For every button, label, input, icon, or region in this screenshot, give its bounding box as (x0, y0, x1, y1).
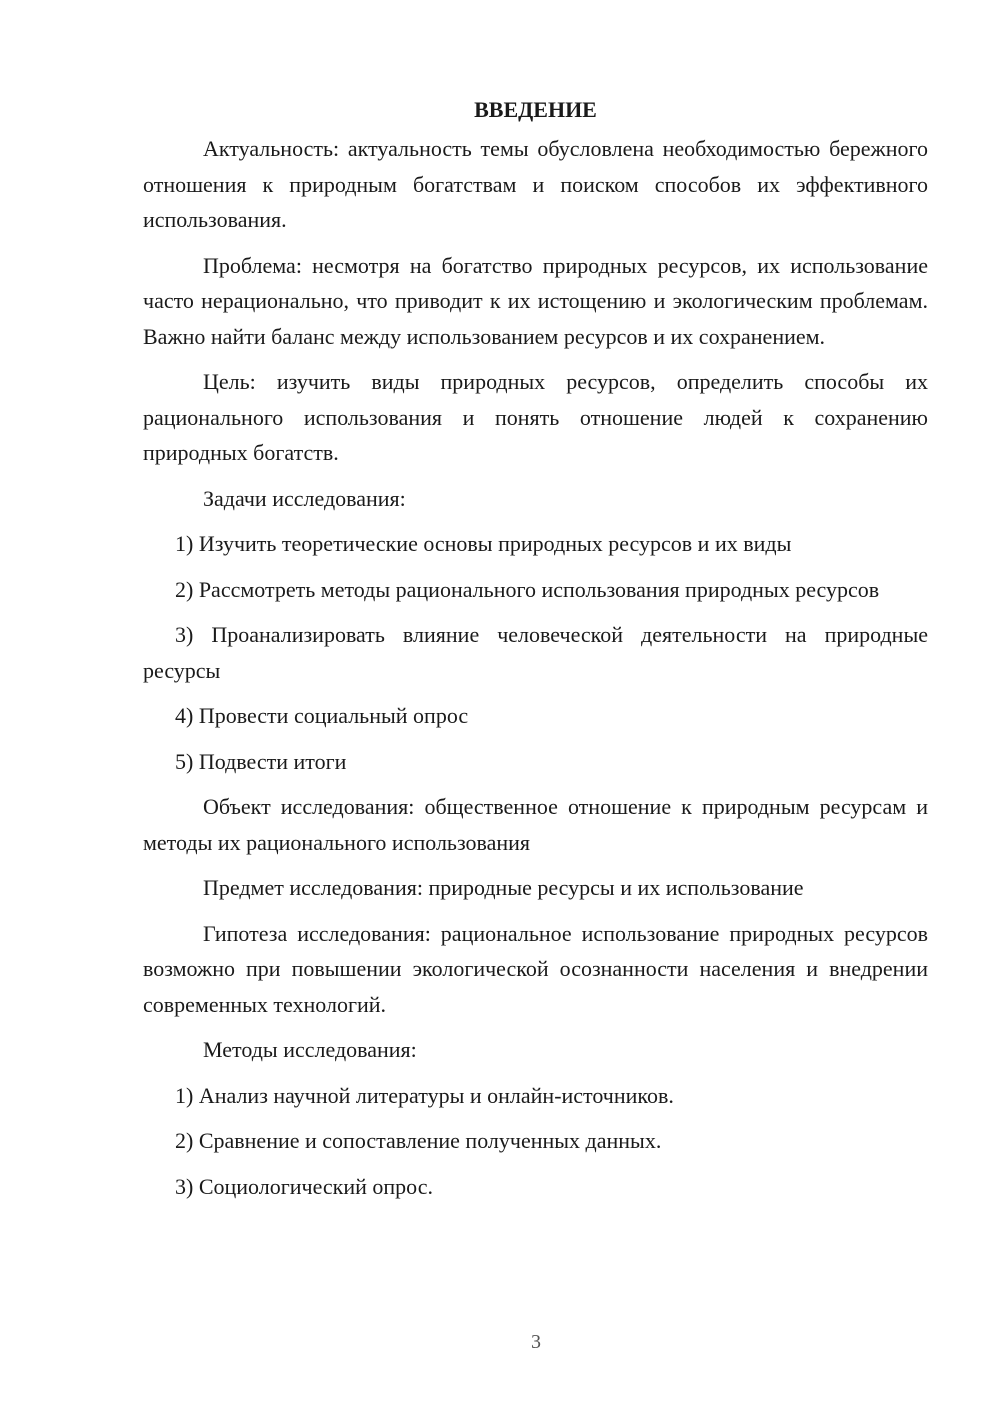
methods-heading: Методы исследования: (203, 1037, 417, 1062)
relevance-paragraph: Актуальность: актуальность темы обусловлена необходимостью бережного отношения к природным богатствам и поиском способов их эффективного использования. (143, 136, 928, 232)
task-item-2: 2) Рассмотреть методы рационального использования природных ресурсов (175, 576, 880, 602)
problem-paragraph: Проблема: несмотря на богатство природных ресурсов, их использование часто нерационально, что приводит к их истощению и экологическим проблемам. Важно найти баланс между использованием ресурсов и их сохранением. (143, 252, 928, 349)
subject-paragraph: Предмет исследования: природные ресурсы и их использование (203, 875, 804, 900)
section-title: ВВЕДЕНИЕ (474, 97, 597, 122)
task-item-3: 3) Проанализировать влияние человеческой деятельности на природные ресурсы (143, 622, 928, 683)
goal-paragraph: Цель: изучить виды природных ресурсов, определить способы их рационального использования и понять отношение людей к сохранению природных богатств. (143, 369, 928, 465)
method-item-1: 1) Анализ научной литературы и онлайн-источников. (175, 1082, 674, 1108)
method-item-2: 2) Сравнение и сопоставление полученных данных. (175, 1128, 662, 1153)
task-item-5: 5) Подвести итоги (175, 748, 347, 774)
tasks-heading: Задачи исследования: (203, 485, 406, 511)
method-item-3: 3) Социологический опрос. (175, 1173, 433, 1199)
hypothesis-paragraph: Гипотеза исследования: рациональное использование природных ресурсов возможно при повышении экологической осознанности населения и внедрении современных технологий. (143, 920, 928, 1017)
page-number: 3 (531, 1331, 541, 1353)
document-page (143, 92, 928, 1214)
task-item-1: 1) Изучить теоретические основы природных ресурсов и их виды (175, 531, 792, 556)
task-item-4: 4) Провести социальный опрос (175, 703, 469, 728)
object-paragraph: Объект исследования: общественное отношение к природным ресурсам и методы их рационального использования (143, 794, 928, 855)
